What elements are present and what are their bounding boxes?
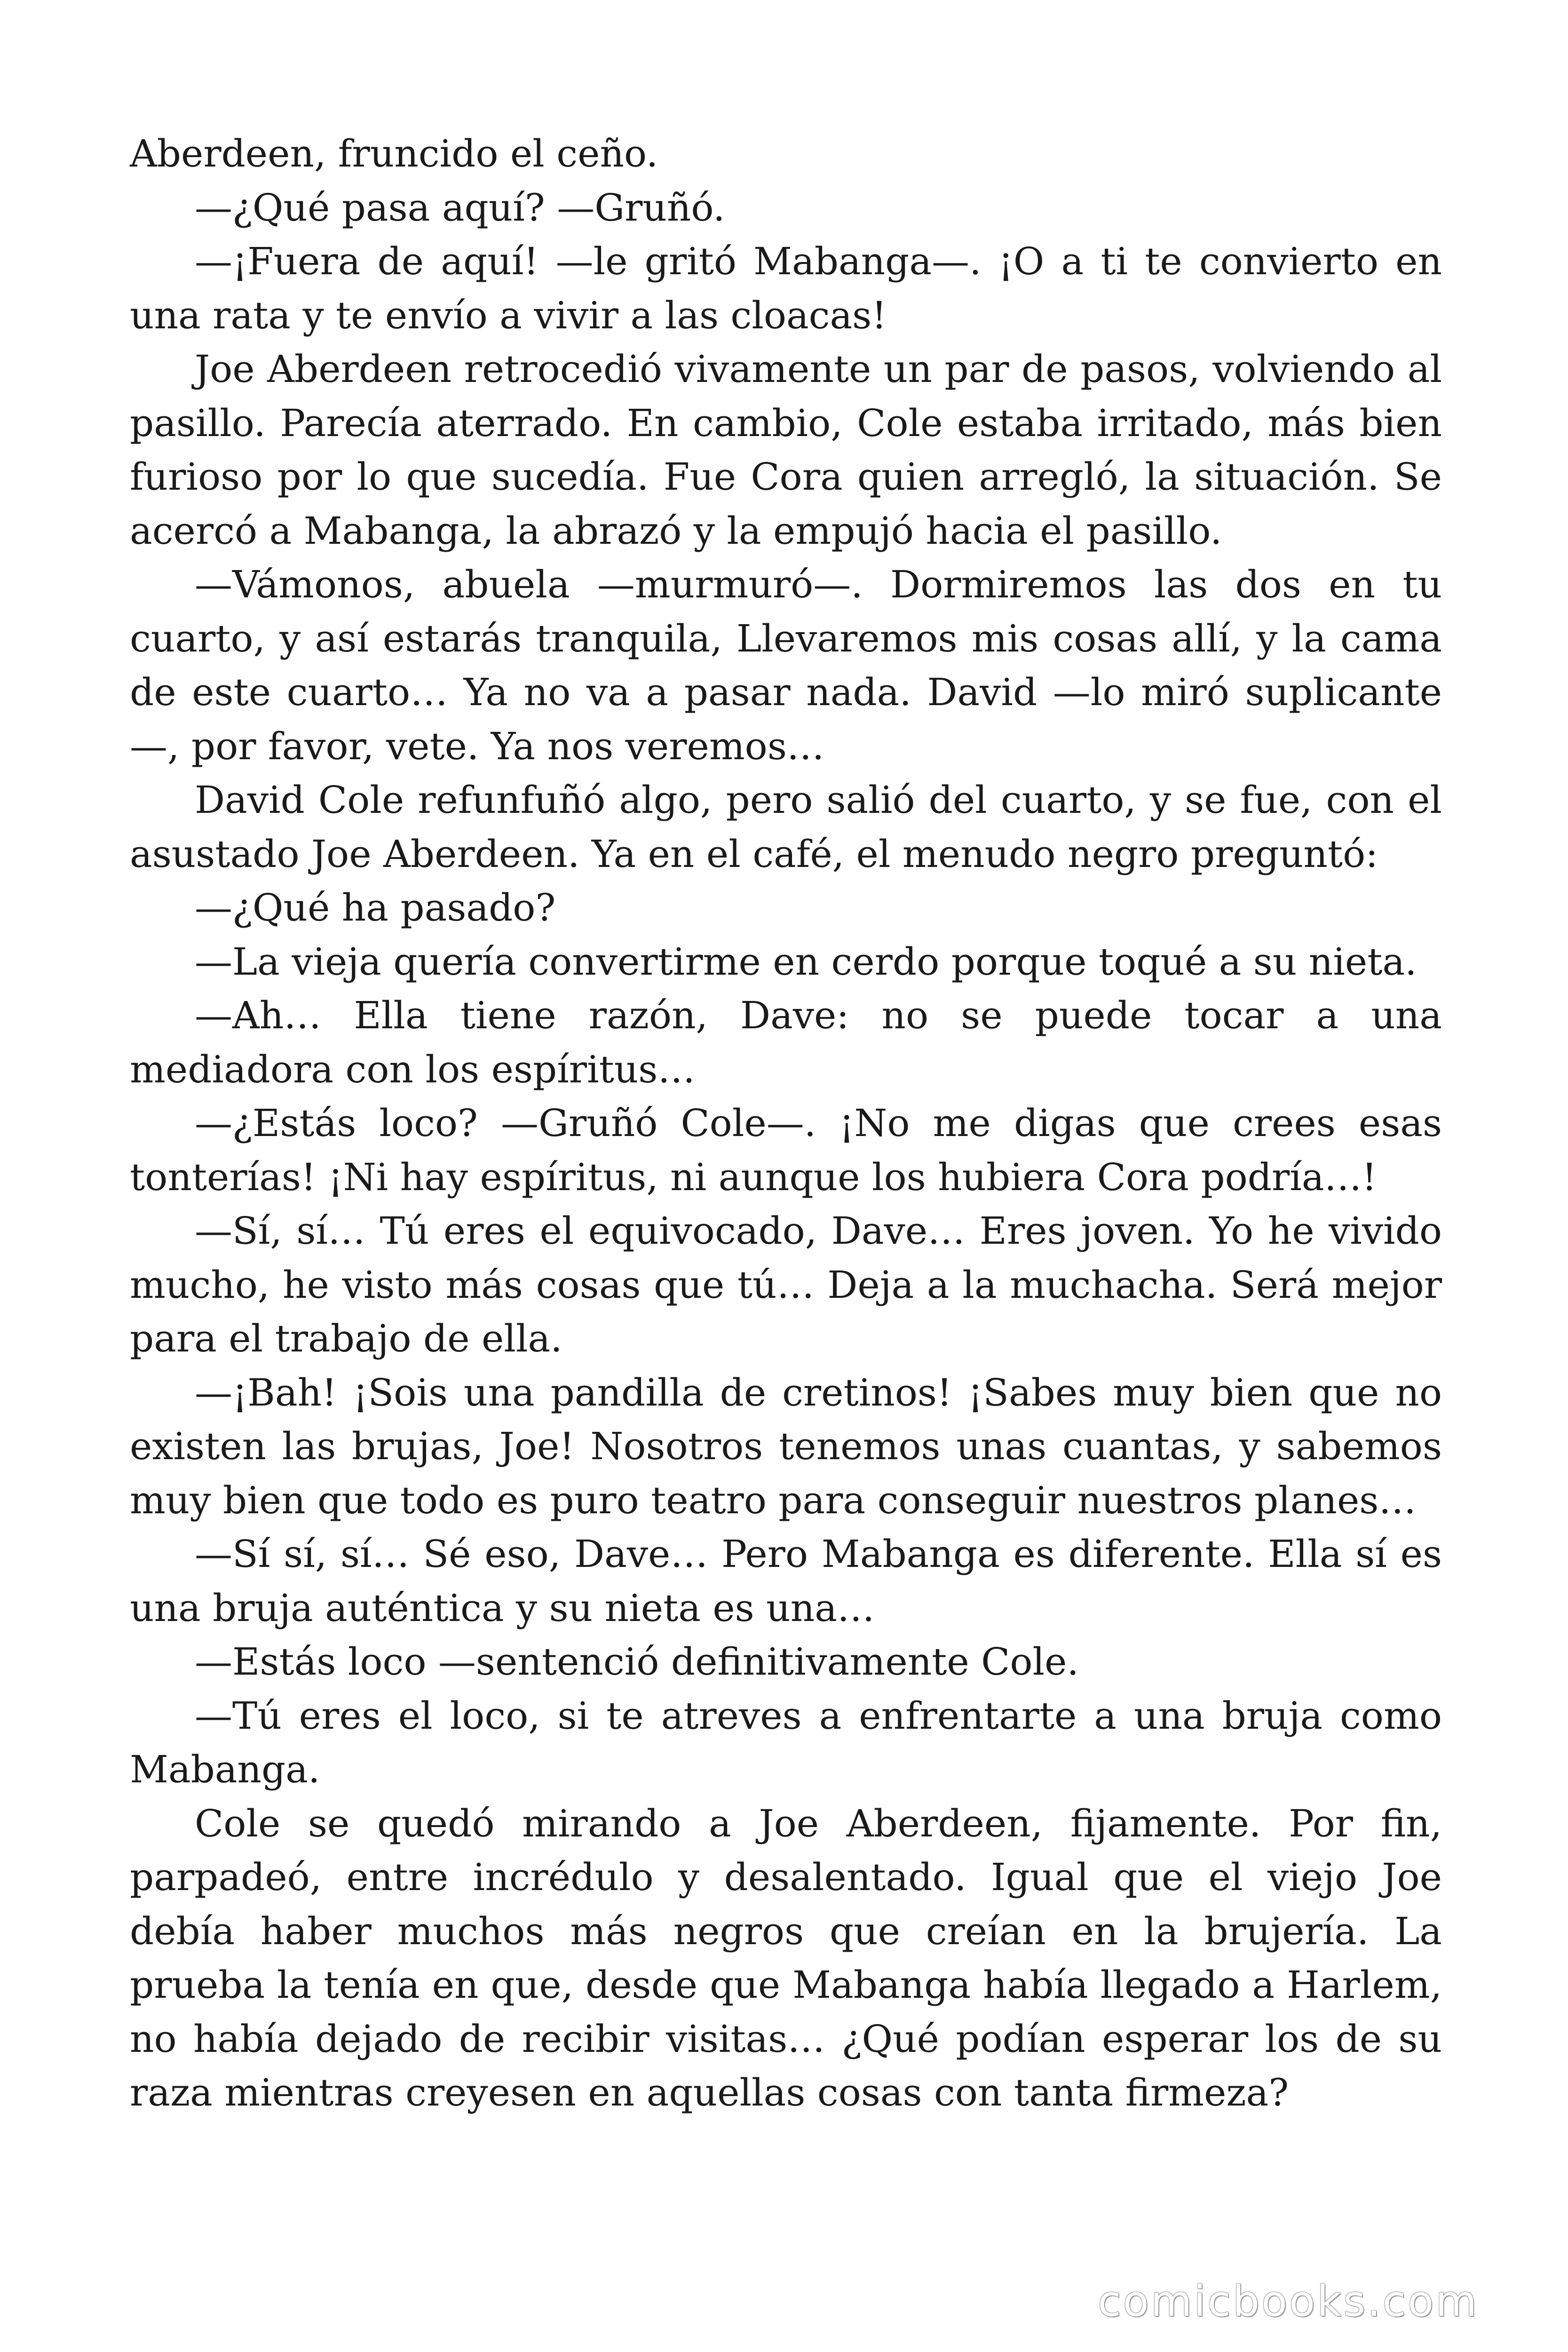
watermark: comicbooks.com xyxy=(1098,2277,1479,2326)
paragraph: —¿Qué ha pasado? xyxy=(195,886,556,930)
paragraph: —¿Qué pasa aquí? —Gruñó. xyxy=(195,185,725,230)
paragraph: —Tú eres el loco, si te atreves a enfrentarte a una bruja como Mabanga. xyxy=(130,1693,1442,1791)
paragraph: —¡Fuera de aquí! —le gritó Mabanga—. ¡O a ti te convierto en una rata y te envío a vivir a las cloacas! xyxy=(130,239,1442,337)
paragraph: —La vieja quería convertirme en cerdo porque toqué a su nieta. xyxy=(195,939,1417,984)
page-body xyxy=(130,127,1442,2120)
paragraph: —Ah… Ella tiene razón, Dave: no se puede tocar a una mediadora con los espíritus… xyxy=(130,993,1442,1091)
paragraph: —Vámonos, abuela —murmuró—. Dormiremos las dos en tu cuarto, y así estarás tranquila, Llevaremos mis cosas allí, y la cama de este cuarto… Ya no va a pasar nada. David —lo miró suplicante —, por favor, vete. Ya nos veremos… xyxy=(130,563,1442,768)
paragraph: Cole se quedó mirando a Joe Aberdeen, fijamente. Por fin, parpadeó, entre incrédulo y desalentado. Igual que el viejo Joe debía haber muchos más negros que creían en la brujería. La prueba la tenía en que, desde que Mabanga había llegado a Harlem, no había dejado de recibir visitas… ¿Qué podían esperar los de su raza mientras creyesen en aquellas cosas con tanta firmeza? xyxy=(130,1801,1442,2114)
paragraph: Aberdeen, fruncido el ceño. xyxy=(130,132,658,175)
paragraph: David Cole refunfuñó algo, pero salió del cuarto, y se fue, con el asustado Joe Aberdeen. Ya en el café, el menudo negro preguntó: xyxy=(130,778,1442,876)
paragraph: —Sí sí, sí… Sé eso, Dave… Pero Mabanga es diferente. Ella sí es una bruja auténtica y su nieta es una… xyxy=(130,1532,1442,1630)
paragraph: —¿Estás loco? —Gruñó Cole—. ¡No me digas que crees esas tonterías! ¡Ni hay espíritus, ni aunque los hubiera Cora podría…! xyxy=(130,1101,1442,1199)
paragraph: —¡Bah! ¡Sois una pandilla de cretinos! ¡Sabes muy bien que no existen las brujas, Joe! Nosotros tenemos unas cuantas, y sabemos muy bien que todo es puro teatro para conseguir nuestros planes… xyxy=(130,1370,1442,1522)
paragraph: Joe Aberdeen retrocedió vivamente un par de pasos, volviendo al pasillo. Parecía aterrado. En cambio, Cole estaba irritado, más bien furioso por lo que sucedía. Fue Cora quien arregló, la situación. Se acercó a Mabanga, la abrazó y la empujó hacia el pasillo. xyxy=(130,347,1442,553)
paragraph: —Estás loco —sentenció definitivamente Cole. xyxy=(195,1640,1079,1684)
paragraph: —Sí, sí… Tú eres el equivocado, Dave… Eres joven. Yo he vivido mucho, he visto más cosas que tú… Deja a la muchacha. Será mejor para el trabajo de ella. xyxy=(130,1209,1442,1360)
